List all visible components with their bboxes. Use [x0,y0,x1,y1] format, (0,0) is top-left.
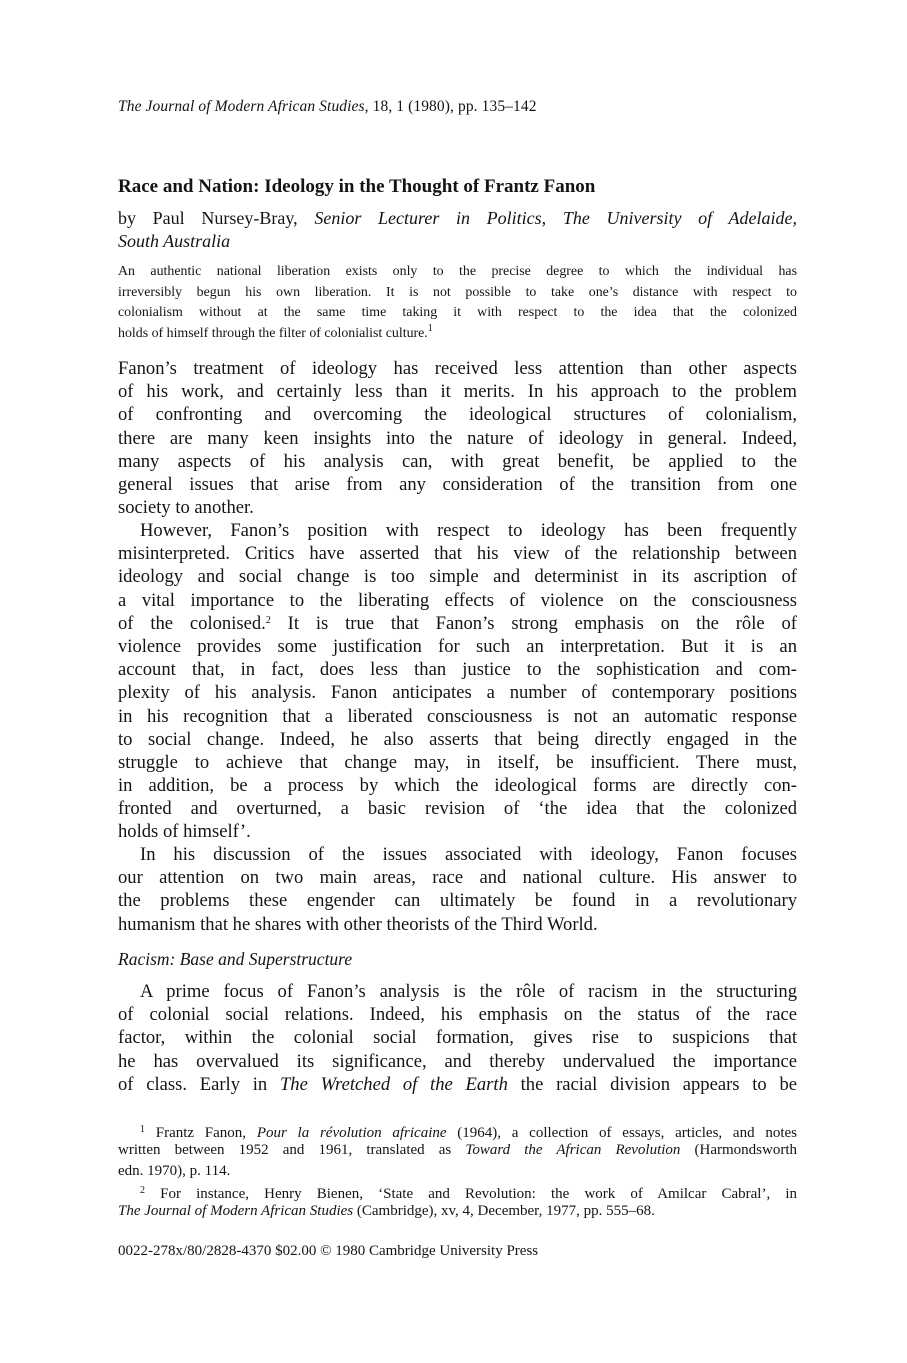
text-segment: of class. Early in [118,1073,280,1095]
text-segment: written between 1952 and 1961, translated as [118,1142,466,1159]
footnote-line: edn. 1970), p. 114. [118,1162,231,1179]
footnote-mark: 1 [427,322,433,334]
text-line: there are many keen insights into the nature of ideology in general. Indeed, [118,427,797,449]
text-line: misinterpreted. Critics have asserted that his view of the relationship between [118,543,797,565]
text-line: in his recognition that a liberated consciousness is not an automatic response [118,705,797,727]
text-line: he has overvalued its significance, and thereby undervalued the importance [118,1050,797,1072]
book-title: The Wretched of the Earth [279,1073,508,1095]
section-heading: Racism: Base and Superstructure [118,949,353,969]
text-line: in addition, be a process by which the ideological forms are directly con- [118,775,797,797]
text-line: many aspects of his analysis can, with great benefit, be applied to the [118,450,797,472]
text-line: the problems these engender can ultimately be found in a revolutionary [118,890,797,912]
book-title: Toward the African Revolution [465,1142,681,1159]
epigraph-line: colonialism without at the same time taking it with respect to the idea that the colonized [118,305,797,321]
journal-citation [118,98,537,116]
author-location: South Australia [118,231,231,252]
epigraph-line: irreversibly begun his own liberation. It is not possible to take one’s distance with respect to [118,284,797,300]
footnote-line [118,1140,797,1160]
text-line: humanism that he shares with other theorists of the Third World. [118,913,598,935]
text-line: of colonial social relations. Indeed, his emphasis on the status of the race [118,1004,797,1026]
footnote-number: 1 [140,1124,145,1135]
text-line [118,612,797,635]
text-line: of his work, and certainly less than it merits. In his approach to the problem [118,381,797,403]
article-title: Race and Nation: Ideology in the Thought of Frantz Fanon [118,176,596,197]
paragraph-4 [118,980,797,1096]
paragraph-3 [118,843,797,936]
text-segment: It is true that Fanon’s strong emphasis on the rôle of [270,612,797,634]
footnote-line [118,1201,797,1221]
text-segment: (Cambridge), xv, 4, December, 1977, pp. 555–68. [353,1203,655,1220]
epigraph-line [118,324,797,345]
footnote-mark: 2 [265,614,271,626]
footnote-number: 2 [140,1184,145,1196]
footnote-1 [118,1120,797,1140]
footnotes [118,1120,797,1221]
epigraph-line: An authentic national liberation exists only to the precise degree to which the individual has [118,264,797,279]
text-line: to social change. Indeed, he also asserts that being directly engaged in the [118,728,797,750]
text-line: Fanon’s treatment of ideology has received less attention than other aspects [118,358,797,379]
text-line: of confronting and overcoming the ideological structures of colonialism, [118,404,797,426]
author-affiliation: Senior Lecturer in Politics, The University of Adelaide, [314,208,797,228]
text-line: factor, within the colonial social formation, gives rise to suspicions that [118,1027,797,1049]
text-segment: the racial division appears to be [507,1073,798,1095]
paragraph-2 [118,519,797,844]
journal-volume: , 18, 1 (1980), pp. 135–142 [364,98,537,115]
text-line: ideology and social change is too simple and determinist in its ascription of [118,566,797,588]
byline-line [118,229,797,252]
epigraph-text: holds of himself through the filter of colonialist culture. [118,325,428,341]
byline-line [118,206,797,229]
book-title: Pour la révolution africaine [256,1125,447,1141]
text-line: holds of himself’. [118,821,251,843]
text-line: account that, in fact, does less than justice to the sophistication and com- [118,659,797,681]
journal-title: The Journal of Modern African Studies [118,98,365,115]
text-line: a vital importance to the liberating effects of violence on the consciousness [118,589,797,611]
text-segment: For instance, Henry Bienen, ‘State and Revolution: the work of Amilcar Cabral’, in [145,1185,797,1202]
text-line: society to another. [118,497,254,519]
text-segment: (1964), a collection of essays, articles, and notes [446,1125,797,1141]
text-line: plexity of his analysis. Fanon anticipates a number of contemporary positions [118,682,797,704]
journal-title: The Journal of Modern African Studies [118,1203,354,1220]
text-line: However, Fanon’s position with respect to ideology has been frequently [140,520,797,541]
author-name: by Paul Nursey-Bray, [118,208,315,228]
text-line: our attention on two main areas, race and national culture. His answer to [118,867,797,889]
epigraph [118,262,797,344]
author-byline [118,206,797,252]
text-segment: of the colonised. [118,612,266,634]
copyright-line: 0022-278x/80/2828-4370 $02.00 © 1980 Cambridge University Press [118,1243,539,1259]
footnote-2 [118,1181,797,1201]
text-line: struggle to achieve that change may, in itself, be insufficient. There must, [118,751,797,773]
text-line: A prime focus of Fanon’s analysis is the rôle of racism in the structuring [140,981,797,1002]
paragraph-1 [118,357,797,519]
text-line: general issues that arise from any consideration of the transition from one [118,473,797,495]
text-line: violence provides some justification for such an interpretation. But it is an [118,635,797,657]
text-line: fronted and overturned, a basic revision of ‘the idea that the colonized [118,798,797,820]
text-line [118,1073,797,1096]
text-segment: Frantz Fanon, [145,1125,257,1141]
text-segment: (Harmondsworth [680,1142,798,1159]
text-line: In his discussion of the issues associated with ideology, Fanon focuses [140,844,797,865]
